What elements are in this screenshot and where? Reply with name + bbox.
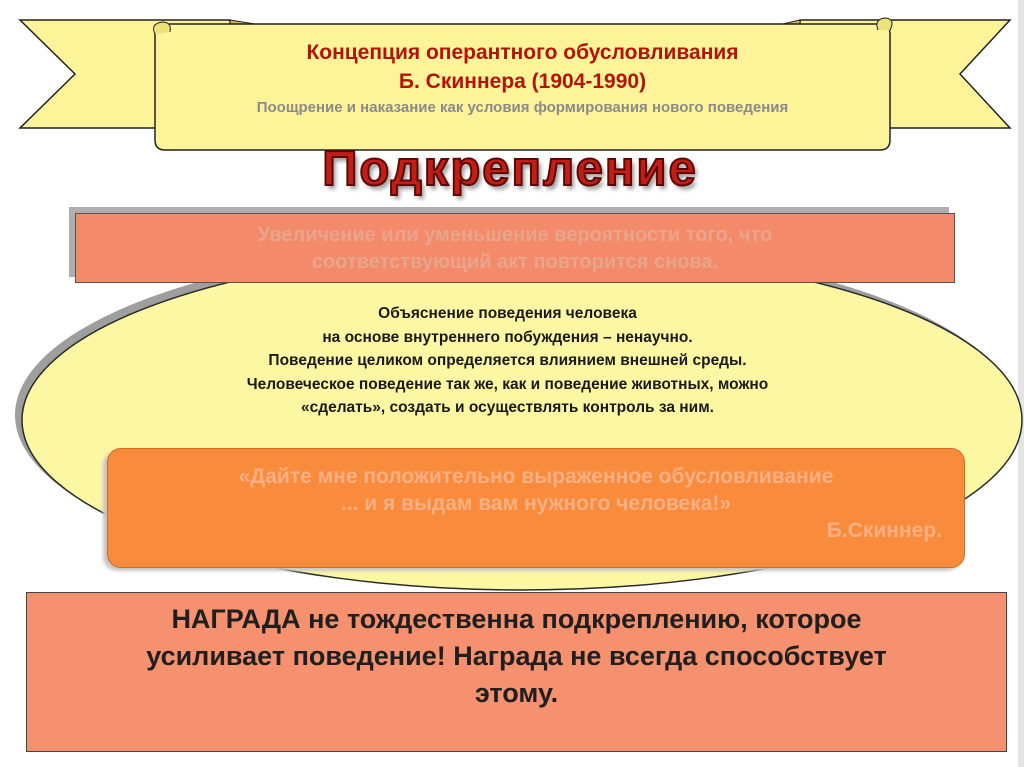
banner-title-line1: Концепция оперантного обусловливания: [306, 41, 739, 64]
explanation-text: [160, 302, 855, 420]
definition-line1: Увеличение или уменьшение вероятности того, что: [257, 224, 773, 246]
quote-line1: «Дайте мне положительно выраженное обусловливание: [238, 465, 834, 488]
banner-title-line2: Б. Скиннера (1904-1990): [398, 70, 647, 93]
explanation-line1: Объяснение поведения человека: [378, 305, 637, 322]
quote-line2: ... и я выдам вам нужного человека!»: [340, 492, 732, 515]
reward-line3: этому.: [474, 678, 559, 708]
reward-box: [26, 592, 1007, 752]
explanation-line2: на основе внутреннего побуждения – ненаучно.: [322, 328, 693, 346]
definition-line2: соответствующий акт повторится снова.: [311, 251, 719, 273]
page-title: Подкрепление: [322, 142, 698, 196]
explanation-line3: Поведение целиком определяется влиянием внешней среды.: [268, 352, 747, 369]
banner-subtitle: Поощрение и наказание как условия формирования нового поведения: [256, 99, 789, 116]
quote-box: [107, 448, 965, 568]
reward-line1: НАГРАДА не тождественна подкреплению, которое: [171, 604, 862, 634]
quote-author: Б.Скиннер.: [826, 519, 942, 542]
explanation-line4: Человеческое поведение так же, как и поведение животных, можно: [246, 375, 769, 393]
definition-box: [75, 213, 955, 283]
reward-line2: усиливает поведение! Награда не всегда способствует: [146, 641, 887, 671]
explanation-line5: «сделать», создать и осуществлять контроль за ним.: [301, 399, 714, 416]
